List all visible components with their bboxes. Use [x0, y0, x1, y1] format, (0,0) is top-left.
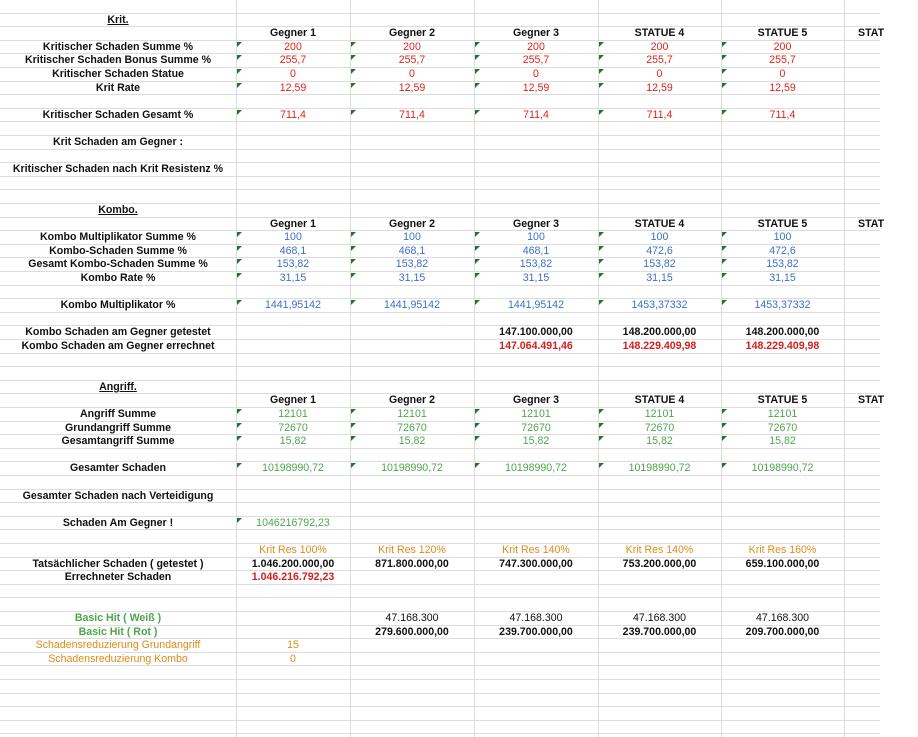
value-cell[interactable]: 100 — [350, 231, 474, 245]
row-label-cell[interactable]: Gesamt Kombo-Schaden Summe % — [28, 258, 208, 271]
grid-row — [0, 530, 880, 544]
value-cell[interactable]: Krit Res 100% — [259, 544, 327, 556]
grid-row — [0, 122, 880, 136]
value-cell[interactable]: 47.168.300 — [385, 612, 439, 624]
value-cell[interactable]: 15,82 — [598, 435, 721, 449]
row-label-cell[interactable]: Kritischer Schaden nach Krit Resistenz % — [12, 163, 224, 176]
value-cell[interactable]: Gegner 3 — [513, 217, 559, 230]
value-cell[interactable]: 472,6 — [598, 245, 721, 259]
value-cell[interactable]: 100 — [598, 231, 721, 245]
value-cell[interactable]: 72670 — [236, 422, 350, 436]
value-cell[interactable]: 1.046.216.792,23 — [251, 571, 335, 584]
grid-row — [0, 150, 880, 164]
value-cell[interactable]: 468,1 — [236, 245, 350, 259]
value-cell[interactable]: 72670 — [350, 422, 474, 436]
value-cell[interactable]: 12,59 — [236, 82, 350, 96]
value-cell[interactable]: 0 — [474, 68, 598, 82]
value-cell[interactable]: 0 — [598, 68, 721, 82]
row-label-cell[interactable]: Kombo Rate % — [80, 272, 156, 284]
value-cell[interactable]: 200 — [598, 41, 721, 55]
value-cell[interactable]: 31,15 — [350, 272, 474, 286]
row-label-cell[interactable]: Kritischer Schaden Summe % — [42, 40, 194, 53]
value-cell[interactable]: 711,4 — [236, 109, 350, 123]
row-label-cell[interactable]: Tatsächlicher Schaden ( getestet ) — [32, 557, 204, 570]
value-cell[interactable]: 200 — [236, 41, 350, 55]
grid-row — [0, 666, 880, 680]
row-label-cell[interactable]: Gesamter Schaden nach Verteidigung — [22, 489, 214, 502]
value-cell[interactable]: 472,6 — [721, 245, 844, 259]
value-cell[interactable]: STATUE 4 — [634, 27, 685, 40]
grid-column-line — [844, 0, 845, 737]
row-label-cell[interactable]: Schadensreduzierung Grundangriff — [35, 639, 201, 652]
value-cell[interactable]: 255,7 — [236, 54, 350, 68]
row-label-cell[interactable]: Kombo Schaden am Gegner getestet — [25, 326, 211, 339]
value-cell[interactable]: 147.100.000,00 — [499, 326, 573, 339]
value-cell[interactable]: 747.300.000,00 — [499, 557, 573, 570]
row-label-cell[interactable]: Kombo Multiplikator Summe % — [40, 231, 196, 244]
row-label-cell[interactable]: Kritischer Schaden Gesamt % — [42, 108, 194, 121]
value-cell[interactable]: 153,82 — [721, 258, 844, 272]
value-cell[interactable]: 12,59 — [721, 82, 844, 96]
value-cell[interactable]: 100 — [721, 231, 844, 245]
value-cell[interactable]: 711,4 — [721, 109, 844, 123]
value-cell[interactable]: 279.600.000,00 — [375, 625, 449, 638]
value-cell[interactable]: 12101 — [721, 408, 844, 422]
value-cell[interactable]: Krit Res 120% — [378, 544, 446, 556]
row-label-cell[interactable]: Angriff. — [99, 380, 137, 393]
grid-row — [0, 503, 880, 517]
value-cell[interactable]: 12101 — [350, 408, 474, 422]
value-cell[interactable]: 72670 — [721, 422, 844, 436]
value-cell[interactable]: 15,82 — [721, 435, 844, 449]
value-cell[interactable]: 468,1 — [474, 245, 598, 259]
value-cell[interactable]: 15,82 — [350, 435, 474, 449]
value-cell[interactable]: 100 — [474, 231, 598, 245]
value-cell[interactable]: Krit Res 140% — [502, 544, 570, 556]
value-cell[interactable]: STAT — [858, 394, 885, 407]
value-cell[interactable]: 12,59 — [474, 82, 598, 96]
value-cell[interactable]: Gegner 2 — [389, 217, 435, 230]
value-cell[interactable]: 10198990,72 — [721, 462, 844, 476]
value-cell[interactable]: 15,82 — [474, 435, 598, 449]
value-cell[interactable]: 209.700.000,00 — [745, 625, 820, 638]
value-cell[interactable]: 255,7 — [350, 54, 474, 68]
row-label-cell[interactable]: Errechneter Schaden — [64, 571, 172, 584]
value-cell[interactable]: 1441,95142 — [236, 299, 350, 313]
value-cell[interactable]: 153,82 — [598, 258, 721, 272]
value-cell[interactable]: 15 — [287, 639, 299, 652]
value-cell[interactable]: Krit Res 160% — [748, 544, 817, 556]
value-cell[interactable]: Gegner 1 — [270, 217, 316, 230]
row-label-cell[interactable]: Schaden Am Gegner ! — [62, 516, 174, 529]
row-label-cell[interactable]: Schadensreduzierung Kombo — [48, 652, 188, 665]
value-cell[interactable]: STATUE 4 — [634, 394, 685, 407]
grid-row — [0, 177, 880, 191]
value-cell[interactable]: 31,15 — [721, 272, 844, 286]
value-cell[interactable]: 148.229.409,98 — [622, 340, 697, 352]
row-label-cell[interactable]: Gesamtangriff Summe — [61, 435, 175, 448]
value-cell[interactable]: Gegner 3 — [513, 394, 559, 407]
value-cell[interactable]: 200 — [350, 41, 474, 55]
grid-row — [0, 190, 880, 204]
value-cell[interactable]: 12101 — [236, 408, 350, 422]
value-cell[interactable]: 1453,37332 — [721, 299, 844, 313]
value-cell[interactable]: STAT — [858, 217, 885, 230]
value-cell[interactable]: 147.064.491,46 — [499, 340, 573, 352]
value-cell[interactable]: 10198990,72 — [350, 462, 474, 476]
value-cell[interactable]: 0 — [721, 68, 844, 82]
value-cell[interactable]: 47.168.300 — [509, 612, 563, 624]
row-label-cell[interactable]: Kombo-Schaden Summe % — [49, 244, 187, 257]
row-label-cell[interactable]: Kombo. — [98, 204, 138, 216]
value-cell[interactable]: 239.700.000,00 — [499, 625, 573, 638]
row-label-cell[interactable]: Krit Schaden am Gegner : — [52, 136, 184, 148]
row-label-cell[interactable]: Basic Hit ( Rot ) — [78, 625, 158, 638]
value-cell[interactable]: 255,7 — [474, 54, 598, 68]
grid-row — [0, 449, 880, 463]
grid-row — [0, 585, 880, 599]
value-cell[interactable]: Gegner 1 — [270, 27, 316, 40]
value-cell[interactable]: 1453,37332 — [598, 299, 721, 313]
value-cell[interactable]: 72670 — [598, 422, 721, 436]
value-cell[interactable]: 15,82 — [236, 435, 350, 449]
row-label-cell[interactable]: Gesamter Schaden — [70, 462, 166, 475]
value-cell[interactable]: Gegner 1 — [270, 394, 316, 407]
value-cell[interactable]: Krit Res 140% — [625, 544, 694, 556]
grid-row — [0, 721, 880, 735]
value-cell[interactable]: 148.200.000,00 — [745, 326, 820, 339]
value-cell[interactable]: Gegner 2 — [389, 394, 435, 407]
row-label-cell[interactable]: Angriff Summe — [80, 408, 156, 420]
grid-row — [0, 707, 880, 721]
value-cell[interactable]: 12,59 — [598, 82, 721, 96]
value-cell[interactable]: STATUE 5 — [757, 394, 808, 407]
value-cell[interactable]: 711,4 — [474, 109, 598, 123]
grid-row — [0, 694, 880, 708]
value-cell[interactable]: 1441,95142 — [474, 299, 598, 313]
value-cell[interactable]: STATUE 5 — [757, 27, 808, 40]
value-cell[interactable]: 72670 — [474, 422, 598, 436]
value-cell[interactable]: 12101 — [598, 408, 721, 422]
grid-row — [0, 286, 880, 300]
value-cell[interactable]: 12101 — [474, 408, 598, 422]
value-cell[interactable]: 468,1 — [350, 245, 474, 259]
value-cell[interactable]: 153,82 — [236, 258, 350, 272]
value-cell[interactable]: Gegner 3 — [513, 27, 559, 40]
value-cell[interactable]: 0 — [290, 652, 296, 665]
value-cell[interactable]: 711,4 — [350, 109, 474, 123]
grid-row — [0, 313, 880, 327]
value-cell[interactable]: 10198990,72 — [474, 462, 598, 476]
value-cell[interactable]: 255,7 — [721, 54, 844, 68]
value-cell[interactable]: 1.046.200.000,00 — [251, 557, 335, 570]
grid-row — [0, 476, 880, 490]
value-cell[interactable]: 148.229.409,98 — [745, 340, 820, 352]
value-cell[interactable]: 200 — [474, 41, 598, 55]
value-cell[interactable]: 753.200.000,00 — [622, 557, 697, 570]
value-cell[interactable]: 12,59 — [350, 82, 474, 96]
value-cell[interactable]: 1046216792,23 — [236, 517, 350, 531]
value-cell[interactable]: 148.200.000,00 — [622, 326, 697, 339]
grid-row — [0, 598, 880, 612]
value-cell[interactable]: 1441,95142 — [350, 299, 474, 313]
value-cell[interactable]: 47.168.300 — [755, 612, 810, 624]
value-cell[interactable]: 711,4 — [598, 109, 721, 123]
value-cell[interactable]: 31,15 — [598, 272, 721, 286]
row-label-cell[interactable]: Basic Hit ( Weiß ) — [74, 612, 162, 624]
row-label-cell[interactable]: Grundangriff Summe — [65, 421, 171, 434]
value-cell[interactable]: STATUE 5 — [757, 217, 808, 230]
row-label-cell[interactable]: Kombo Schaden am Gegner errechnet — [21, 340, 215, 352]
value-cell[interactable]: 10198990,72 — [598, 462, 721, 476]
row-label-cell[interactable]: Kritischer Schaden Statue — [52, 68, 184, 80]
value-cell[interactable]: 47.168.300 — [632, 612, 687, 624]
grid-row — [0, 367, 880, 381]
value-cell[interactable]: STATUE 4 — [634, 217, 685, 230]
row-label-cell[interactable]: Kritischer Schaden Bonus Summe % — [24, 54, 212, 67]
value-cell[interactable]: 31,15 — [474, 272, 598, 286]
value-cell[interactable]: 153,82 — [350, 258, 474, 272]
value-cell[interactable]: 200 — [721, 41, 844, 55]
value-cell[interactable]: Gegner 2 — [389, 27, 435, 40]
grid-row — [0, 0, 880, 14]
value-cell[interactable]: 100 — [236, 231, 350, 245]
value-cell[interactable]: 0 — [350, 68, 474, 82]
value-cell[interactable]: 153,82 — [474, 258, 598, 272]
grid-row — [0, 95, 880, 109]
value-cell[interactable]: 0 — [236, 68, 350, 82]
value-cell[interactable]: 10198990,72 — [236, 462, 350, 476]
row-label-cell[interactable]: Kombo Multiplikator % — [60, 299, 176, 312]
grid-row — [0, 354, 880, 368]
value-cell[interactable]: 659.100.000,00 — [745, 557, 820, 570]
value-cell[interactable]: 31,15 — [236, 272, 350, 286]
value-cell[interactable]: 871.800.000,00 — [375, 557, 449, 570]
value-cell[interactable]: 239.700.000,00 — [622, 625, 697, 638]
value-cell[interactable]: STAT — [858, 27, 885, 40]
row-label-cell[interactable]: Krit Rate — [95, 81, 141, 94]
row-label-cell[interactable]: Krit. — [107, 13, 129, 26]
value-cell[interactable]: 255,7 — [598, 54, 721, 68]
grid-row — [0, 680, 880, 694]
